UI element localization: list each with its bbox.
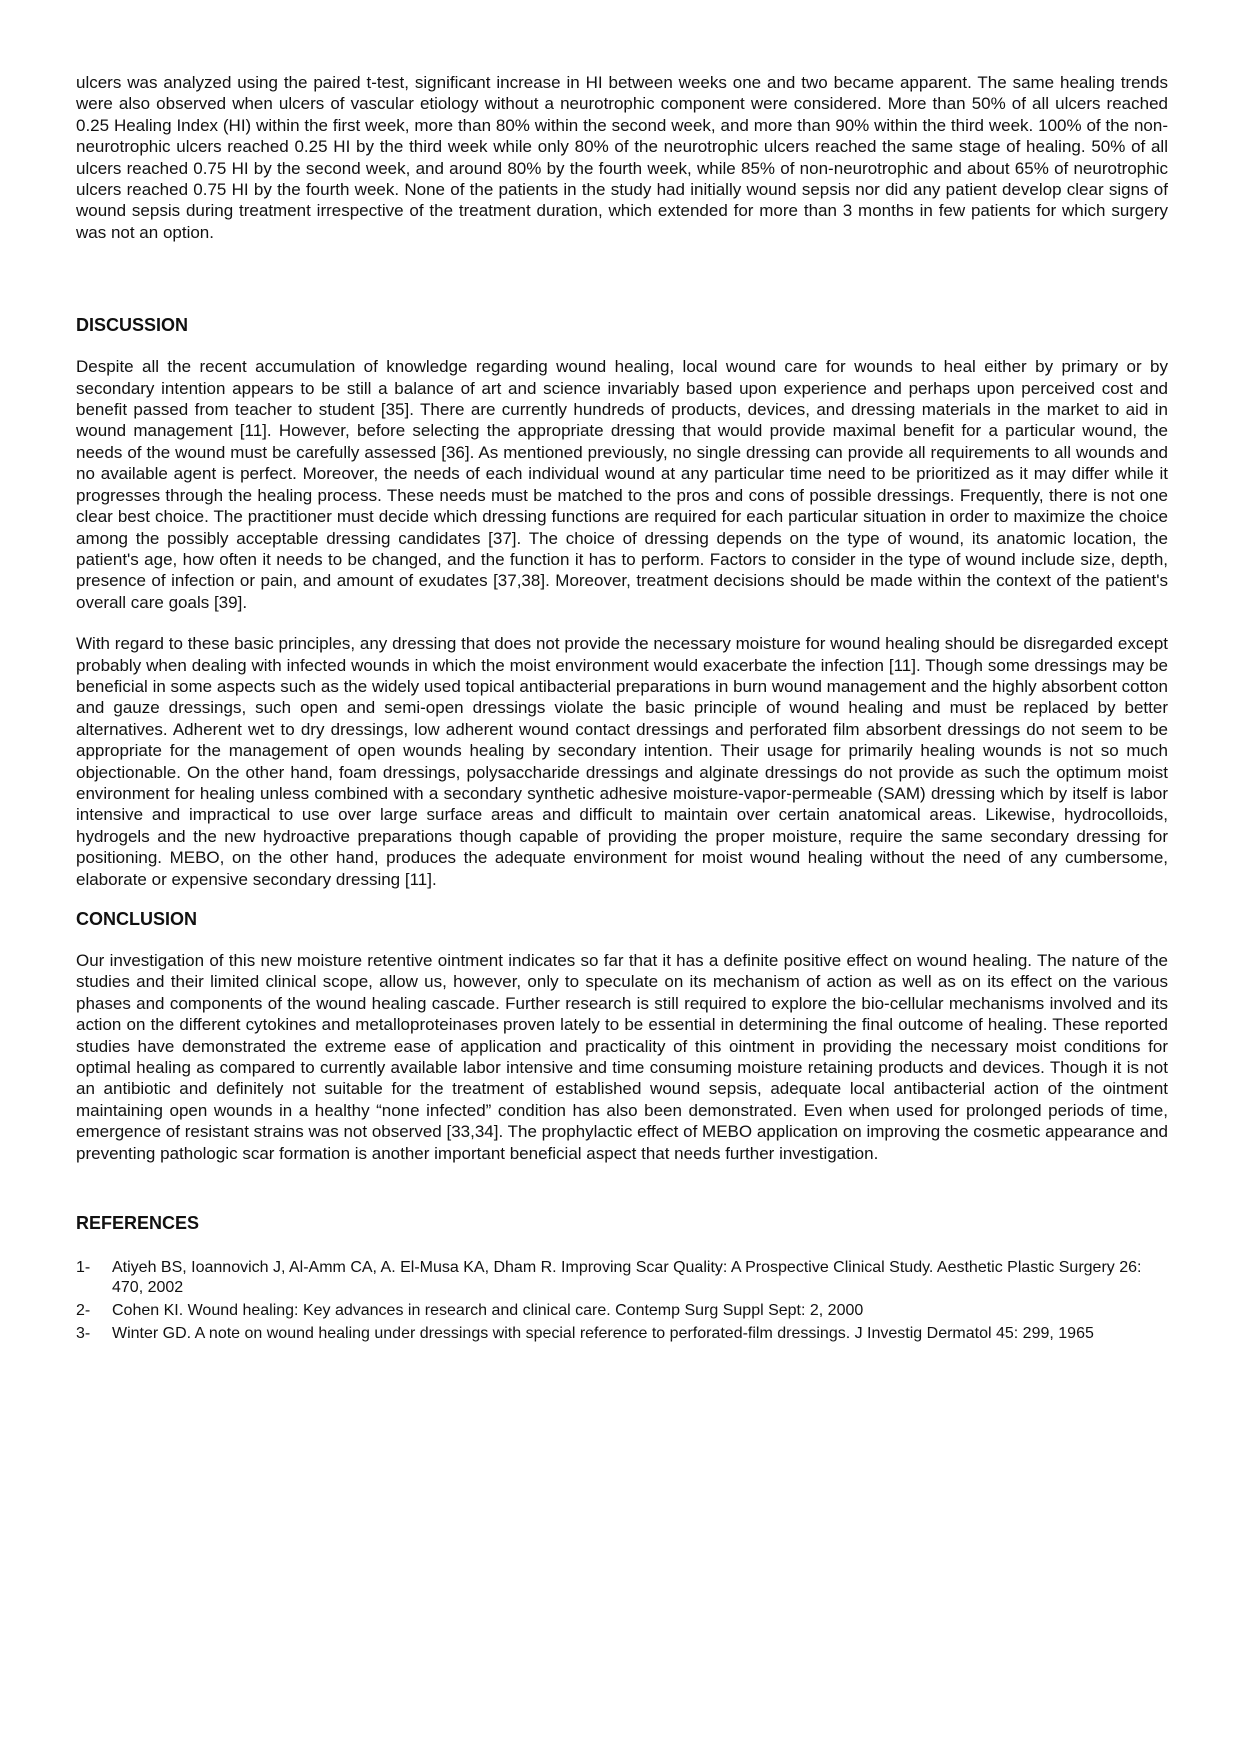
reference-item xyxy=(76,1301,1168,1321)
reference-list xyxy=(76,1258,1168,1344)
reference-number: 1- xyxy=(76,1259,91,1277)
reference-text: Atiyeh BS, Ioannovich J, Al-Amm CA, A. El-Musa KA, Dham R. Improving Scar Quality: A Prospective Clinical Study. Aesthetic Plastic Surgery 26: 470, 2002 xyxy=(112,1259,1142,1297)
references-heading: REFERENCES xyxy=(76,1213,200,1234)
reference-item xyxy=(76,1324,1168,1344)
reference-number: 3- xyxy=(76,1325,91,1343)
reference-number: 2- xyxy=(76,1302,91,1320)
reference-text: Cohen KI. Wound healing: Key advances in research and clinical care. Contemp Surg Suppl Sept: 2, 2000 xyxy=(112,1302,864,1320)
discussion-paragraph: Despite all the recent accumulation of knowledge regarding wound healing, local wound care for wounds to heal either by primary or by secondary intention appears to be still a balance of art and science invariably based upon experience and perhaps upon perceived cost and benefit passed from teacher to student [35]. There are currently hundreds of products, devices, and dressing materials in the market to aid in wound management [11]. However, before selecting the appropriate dressing that would provide maximal benefit for a particular wound, the needs of the wound must be carefully assessed [36]. As mentioned previously, no single dressing can provide all requirements to all wounds and no available agent is perfect. Moreover, the needs of each individual wound at any particular time need to be prioritized as it may differ while it progresses through the healing process. These needs must be matched to the pros and cons of possible dressings. Frequently, there is not one clear best choice. The practitioner must decide which dressing functions are required for each particular situation in order to maximize the choice among the possibly acceptable dressing candidates [37]. The choice of dressing depends on the type of wound, its anatomic location, the patient's age, how often it needs to be changed, and the function it has to perform. Factors to consider in the type of wound include size, depth, presence of infection or pain, and amount of exudates [37,38]. Moreover, treatment decisions should be made within the context of the patient's overall care goals [39]. xyxy=(76,357,1168,612)
results-continued-paragraph: ulcers was analyzed using the paired t-test, significant increase in HI between weeks one and two became apparent. The same healing trends were also observed when ulcers of vascular etiology without a neurotrophic component were considered. More than 50% of all ulcers reached 0.25 Healing Index (HI) within the first week, more than 80% within the second week, and more than 90% within the third week. 100% of the non-neurotrophic ulcers reached 0.25 HI by the third week while only 80% of the neurotrophic ulcers reached the same stage of healing. 50% of all ulcers reached 0.75 HI by the second week, and around 80% by the fourth week, while 85% of non-neurotrophic and about 65% of neurotrophic ulcers reached 0.75 HI by the fourth week. None of the patients in the study had initially wound sepsis nor did any patient develop clear signs of wound sepsis during treatment irrespective of the treatment duration, which extended for more than 3 months in few patients for which surgery was not an option. xyxy=(76,73,1168,242)
conclusion-heading: CONCLUSION xyxy=(76,909,197,929)
discussion-heading: DISCUSSION xyxy=(76,315,189,336)
reference-item xyxy=(76,1258,1168,1298)
conclusion-paragraph: Our investigation of this new moisture retentive ointment indicates so far that it has a definite positive effect on wound healing. The nature of the studies and their limited clinical scope, allow us, however, only to speculate on its mechanism of action as well as on its effect on the various phases and components of the wound healing cascade. Further research is still required to explore the bio-cellular mechanisms involved and its action on the different cytokines and metalloproteinases proven lately to be essential in determining the final outcome of healing. These reported studies have demonstrated the extreme ease of application and practicality of this ointment in providing the necessary moist conditions for optimal healing as compared to currently available labor intensive and time consuming moisture retaining products and devices. Though it is not an antibiotic and definitely not suitable for the treatment of established wound sepsis, adequate local antibacterial action of the ointment maintaining open wounds in a healthy “none infected” condition has also been demonstrated. Even when used for prolonged periods of time, emergence of resistant strains was not observed [33,34]. The prophylactic effect of MEBO application on improving the cosmetic appearance and preventing pathologic scar formation is another important beneficial aspect that needs further investigation. xyxy=(76,951,1168,1163)
reference-text: Winter GD. A note on wound healing under dressings with special reference to perforated-film dressings. J Investig Dermatol 45: 299, 1965 xyxy=(112,1325,1094,1343)
document-page xyxy=(76,72,1168,1347)
discussion-paragraph: With regard to these basic principles, any dressing that does not provide the necessary moisture for wound healing should be disregarded except probably when dealing with infected wounds in which the moist environment would exacerbate the infection [11]. Though some dressings may be beneficial in some aspects such as the widely used topical antibacterial preparations in burn wound management and the highly absorbent cotton and gauze dressings, such open and semi-open dressings violate the basic principle of wound healing and must be replaced by better alternatives. Adherent wet to dry dressings, low adherent wound contact dressings and perforated film absorbent dressings do not seem to be appropriate for the management of open wounds healing by secondary intention. Their usage for primarily healing wounds is not so much objectionable. On the other hand, foam dressings, polysaccharide dressings and alginate dressings do not provide as such the optimum moist environment for healing unless combined with a secondary synthetic adhesive moisture-vapor-permeable (SAM) dressing which by itself is labor intensive and impractical to use over large surface areas and difficult to maintain over certain anatomical areas. Likewise, hydrocolloids, hydrogels and the new hydroactive preparations though capable of providing the proper moisture, require the same secondary dressing for positioning. MEBO, on the other hand, produces the adequate environment for moist wound healing without the need of any cumbersome, elaborate or expensive secondary dressing [11]. xyxy=(76,634,1168,889)
